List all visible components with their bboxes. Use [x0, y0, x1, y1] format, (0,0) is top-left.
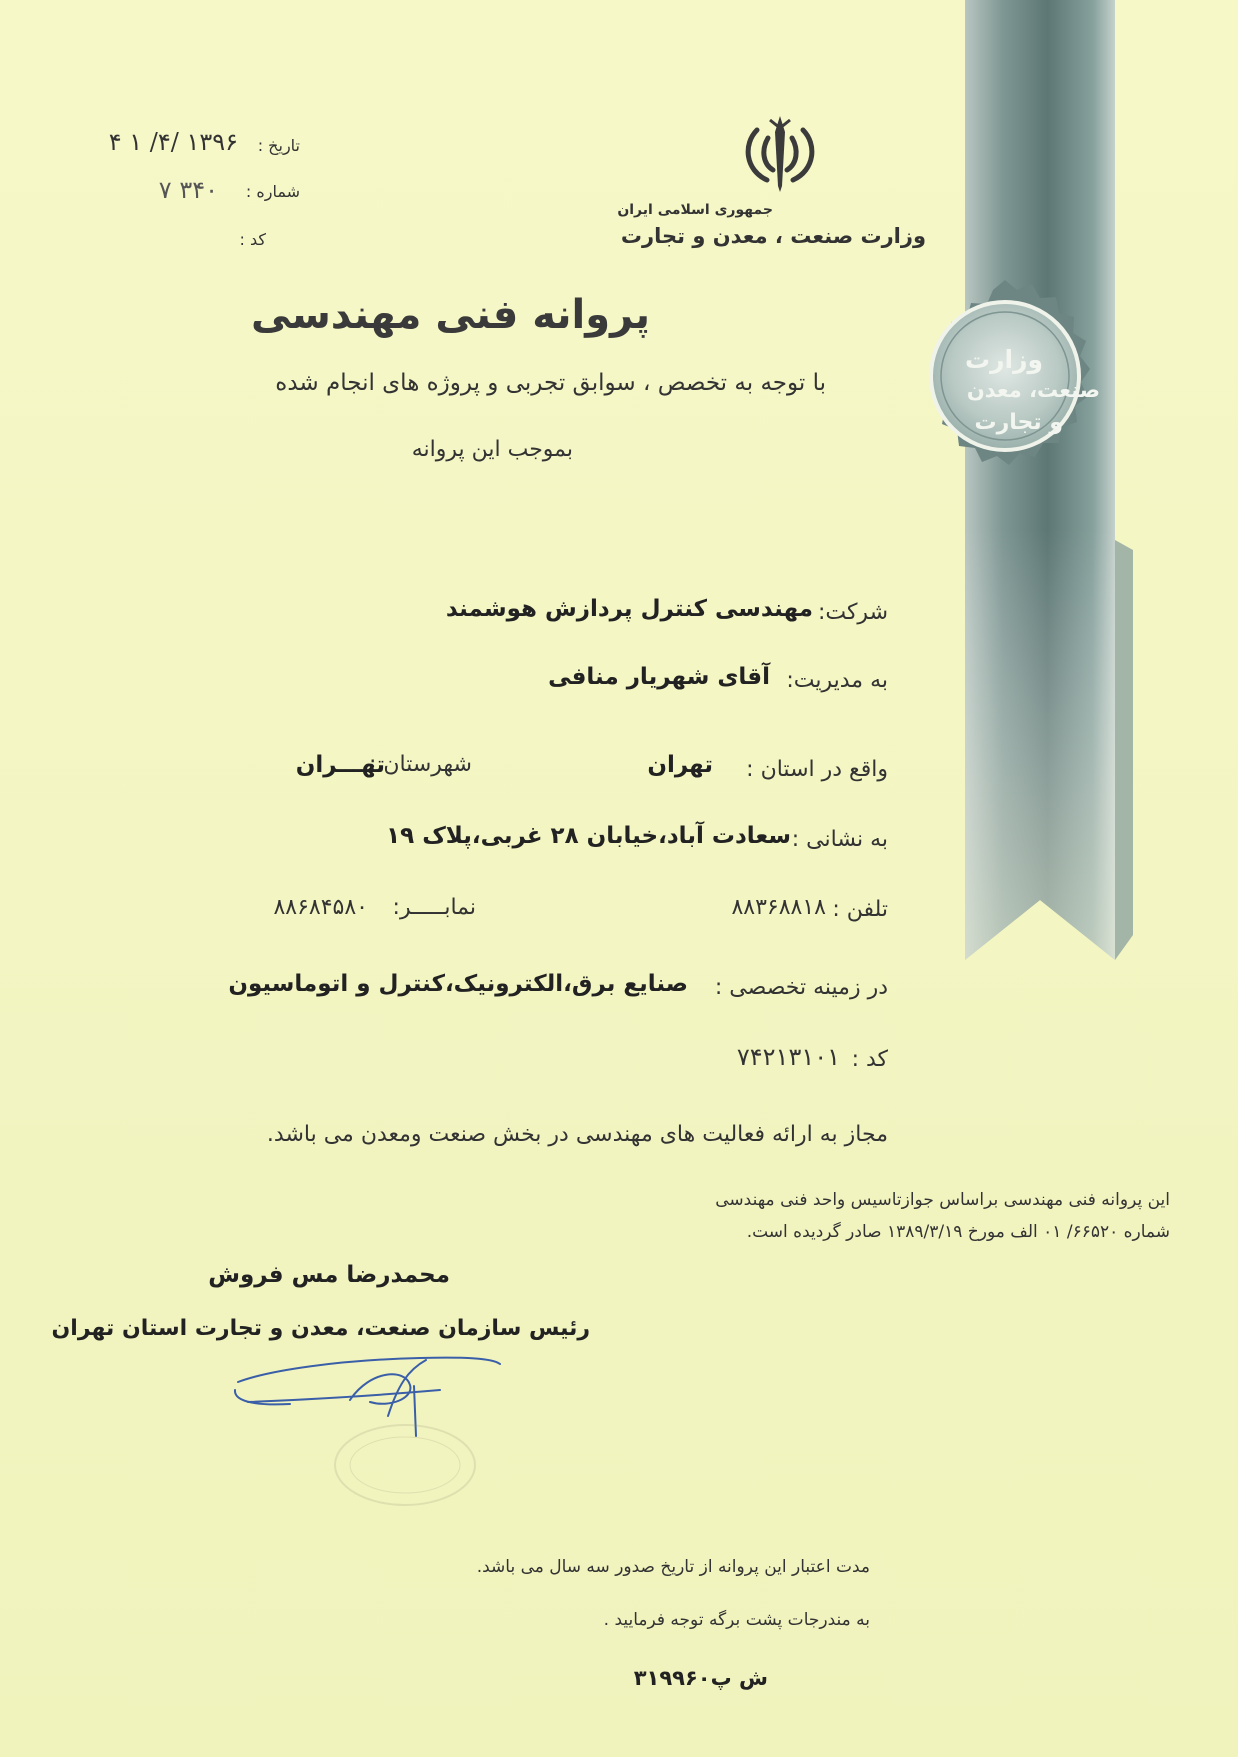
- address-label: به نشانی :: [791, 827, 888, 852]
- address-value: سعادت آباد،خیابان ۲۸ غربی،پلاک ۱۹: [386, 823, 791, 849]
- see-back-note: به مندرجات پشت برگه توجه فرمایید .: [603, 1610, 870, 1630]
- specialty-label: در زمینه تخصصی :: [714, 975, 888, 1000]
- subtitle-line-2: بموجب این پروانه: [411, 437, 573, 462]
- embossed-stamp: [330, 1420, 480, 1510]
- city-label: شهرستان :: [368, 752, 472, 777]
- specialty-value: صنایع برق،الکترونیک،کنترل و اتوماسیون: [228, 971, 688, 997]
- phone-label: تلفن :: [832, 897, 888, 922]
- date-label: تاریخ :: [257, 136, 300, 155]
- city-value: تهـــران: [295, 752, 385, 778]
- document-title: پروانه فنی مهندسی: [250, 292, 650, 338]
- date-value: ۱۳۹۶ /۴/ ۱ ۴: [108, 128, 238, 156]
- manager-value: آقای شهریار منافی: [548, 664, 770, 690]
- serial-number: ش پ۳۱۹۹۶۰: [633, 1666, 768, 1690]
- province-label: واقع در استان :: [746, 757, 888, 782]
- number-label: شماره :: [245, 182, 300, 201]
- subtitle-line-1: با توجه به تخصص ، سوابق تجربی و پروژه های انجام شده: [275, 370, 826, 396]
- seal-text-line-2: صنعت، معدن: [966, 378, 1100, 402]
- republic-name: جمهوری اسلامی ایران: [617, 202, 773, 218]
- seal-text-line-3: و تجارت: [974, 410, 1063, 435]
- note-line-1: این پروانه فنی مهندسی براساس جوازتاسیس واحد فنی مهندسی: [715, 1190, 1170, 1210]
- validity-note: مدت اعتبار این پروانه از تاریخ صدور سه سال می باشد.: [476, 1557, 870, 1577]
- authorization-text: مجاز به ارائه فعالیت های مهندسی در بخش صنعت ومعدن می باشد.: [266, 1122, 888, 1147]
- fax-value: ۸۸۶۸۴۵۸۰: [273, 895, 368, 920]
- code-label: کد :: [851, 1047, 888, 1072]
- number-value: ۳۴۰ ۷: [158, 176, 218, 204]
- province-value: تهران: [647, 752, 713, 778]
- note-line-2: شماره ۶۶۵۲۰/ ۰۱ الف مورخ ۱۳۸۹/۳/۱۹ صادر گردیده است.: [746, 1222, 1170, 1242]
- fax-label: نمابـــــر:: [392, 895, 476, 920]
- company-label: شرکت:: [817, 600, 888, 625]
- ministry-ribbon: [965, 0, 1135, 960]
- iran-emblem-icon: [735, 108, 825, 198]
- code-label-header: کد :: [239, 230, 266, 249]
- seal-text-line-1: وزارت: [964, 345, 1043, 374]
- manager-label: به مدیریت:: [786, 668, 888, 693]
- company-value: مهندسی کنترل پردازش هوشمند: [445, 596, 813, 622]
- signatory-title: رئیس سازمان صنعت، معدن و تجارت استان تهران: [51, 1316, 590, 1341]
- signatory-name: محمدرضا مس فروش: [208, 1262, 450, 1288]
- phone-value: ۸۸۳۶۸۸۱۸: [731, 895, 826, 920]
- ministry-name: وزارت صنعت ، معدن و تجارت: [620, 224, 926, 248]
- code-value: ۷۴۲۱۳۱۰۱: [736, 1043, 840, 1071]
